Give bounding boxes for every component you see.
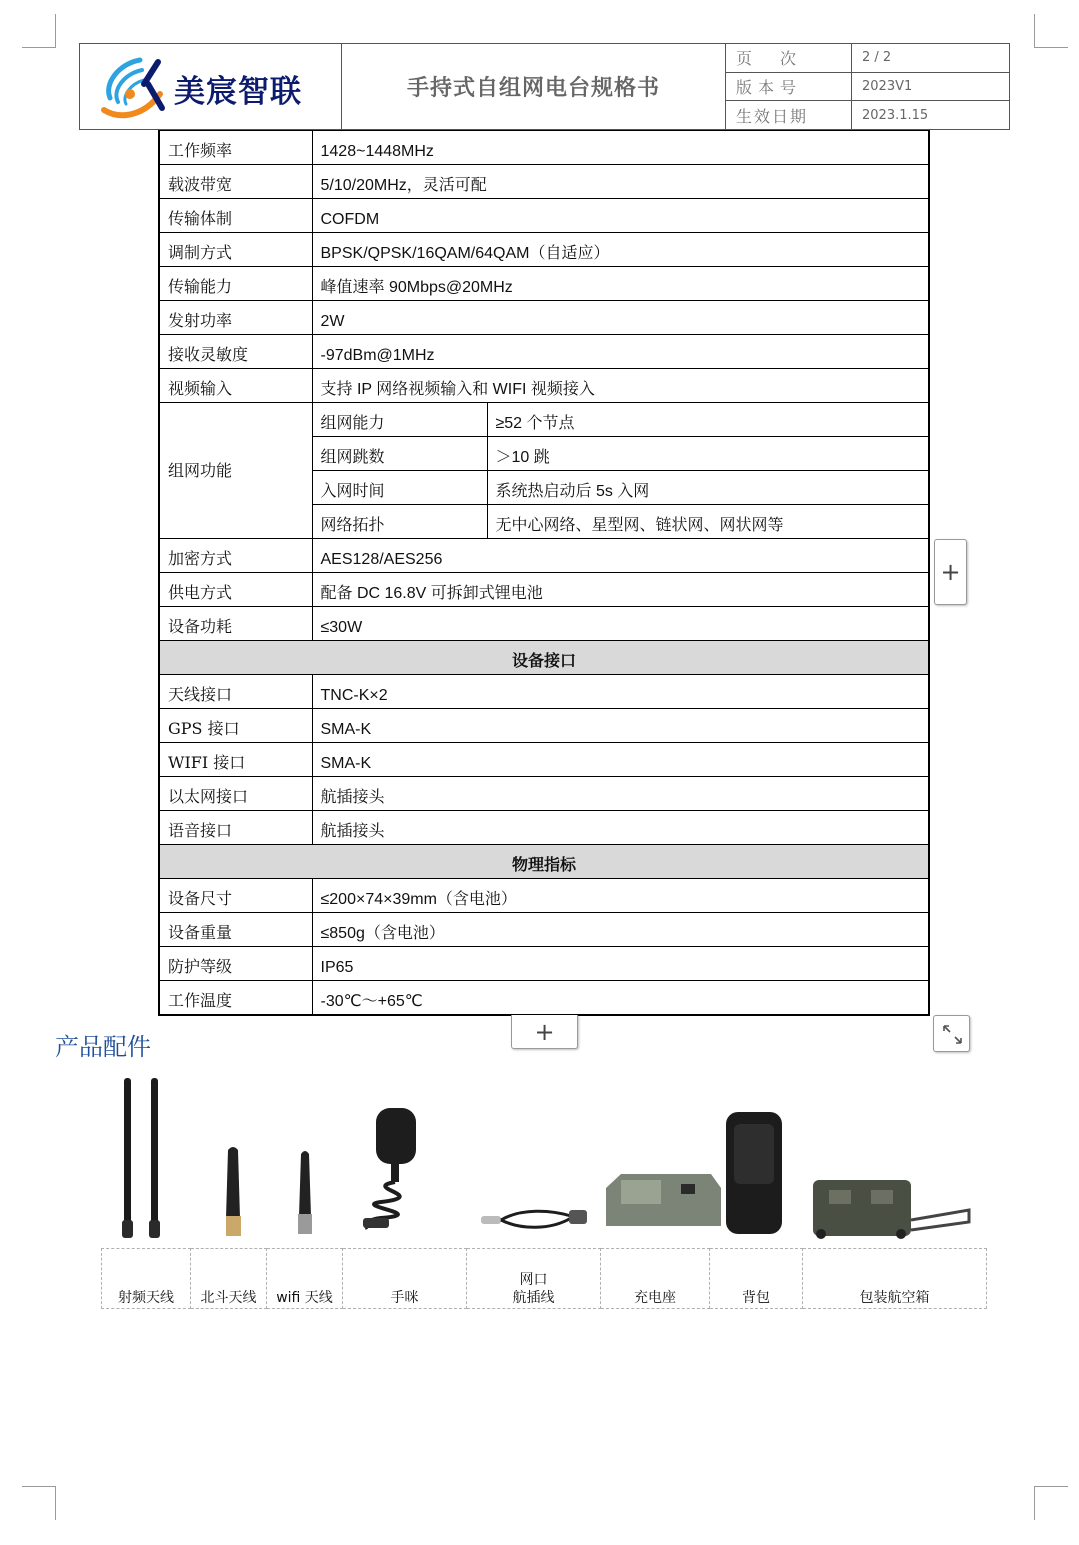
- accessory-label: 北斗天线: [200, 1290, 257, 1306]
- spec-value: ≤850g（含电池）: [312, 913, 929, 947]
- spec-value: ≤30W: [312, 607, 929, 641]
- meta-row-page: [726, 44, 1009, 73]
- accessory-label: 射频天线: [118, 1290, 174, 1306]
- table-row: [159, 709, 929, 743]
- wifi-antenna-image: [298, 1151, 312, 1234]
- document-header: [79, 43, 1010, 130]
- accessory-cell: [803, 1249, 987, 1309]
- spec-value: 航插接头: [312, 811, 929, 845]
- table-row: [159, 301, 929, 335]
- spec-value: COFDM: [312, 199, 929, 233]
- handheld-mic-image: [363, 1108, 416, 1228]
- spec-value: 系统热启动后 5s 入网: [487, 471, 929, 505]
- table-row: [159, 165, 929, 199]
- spec-key: 设备尺寸: [159, 879, 312, 913]
- table-row: [159, 131, 929, 165]
- accessory-label: 手咪: [390, 1290, 419, 1306]
- expand-table-button[interactable]: [933, 1015, 970, 1052]
- table-row: [159, 743, 929, 777]
- meta-row-version: [726, 73, 1009, 102]
- spec-key: 载波带宽: [159, 165, 312, 199]
- spec-value: 航插接头: [312, 777, 929, 811]
- spec-key: 调制方式: [159, 233, 312, 267]
- logo-cell: [80, 44, 342, 129]
- spec-key: 工作温度: [159, 981, 312, 1015]
- spec-value: 无中心网络、星型网、链状网、网状网等: [487, 505, 929, 539]
- spec-value: SMA-K: [312, 743, 929, 777]
- rf-antenna-image: [122, 1078, 160, 1238]
- spec-subkey: 组网跳数: [312, 437, 487, 471]
- spec-key: 防护等级: [159, 947, 312, 981]
- table-row: [159, 777, 929, 811]
- spec-subkey: 组网能力: [312, 403, 487, 437]
- spec-value: IP65: [312, 947, 929, 981]
- table-row: [159, 335, 929, 369]
- section-header: 物理指标: [159, 845, 929, 879]
- spec-value: ≥52 个节点: [487, 403, 929, 437]
- spec-value: -30℃～+65℃: [312, 981, 929, 1015]
- expand-icon: [934, 1016, 971, 1053]
- crop-mark: [1034, 1486, 1068, 1487]
- spec-key: 供电方式: [159, 573, 312, 607]
- accessory-label: 航插线: [512, 1290, 555, 1306]
- spec-value: -97dBm@1MHz: [312, 335, 929, 369]
- accessory-cell: [467, 1249, 601, 1309]
- accessory-label: wifi 天线: [276, 1290, 333, 1306]
- spec-key: 传输体制: [159, 199, 312, 233]
- table-row: [159, 403, 929, 437]
- meta-value: 2023V1: [862, 79, 913, 94]
- spec-value: BPSK/QPSK/16QAM/64QAM（自适应）: [312, 233, 929, 267]
- spec-value: 5/10/20MHz，灵活可配: [312, 165, 929, 199]
- meta-row-date: [726, 101, 1009, 129]
- table-row: [159, 879, 929, 913]
- spec-key: 视频输入: [159, 369, 312, 403]
- crop-mark: [22, 1486, 56, 1487]
- meta-value: 2023.1.15: [862, 107, 929, 123]
- crop-mark: [1034, 1486, 1035, 1520]
- accessory-label-line1: 网口: [519, 1272, 548, 1288]
- flight-case-image: [813, 1180, 969, 1239]
- spec-value: ＞10 跳: [487, 437, 929, 471]
- accessories-title: 产品配件: [55, 1033, 151, 1061]
- accessory-cell: [102, 1249, 191, 1309]
- spec-value: 峰值速率 90Mbps@20MHz: [312, 267, 929, 301]
- crop-mark: [55, 1486, 56, 1520]
- spec-key: GPS 接口: [159, 709, 312, 743]
- table-row: [159, 199, 929, 233]
- spec-value: TNC-K×2: [312, 675, 929, 709]
- table-row: [102, 1249, 987, 1309]
- meta-key: 生效日期: [726, 101, 852, 129]
- table-row: [159, 811, 929, 845]
- accessories-gallery: [101, 1070, 987, 1245]
- document-title: 手持式自组网电台规格书: [342, 44, 726, 129]
- spec-value: ≤200×74×39mm（含电池）: [312, 879, 929, 913]
- spec-key: WIFI 接口: [159, 743, 312, 777]
- meta-value: 2 / 2: [862, 50, 892, 66]
- table-row: [159, 539, 929, 573]
- accessory-label: 背包: [742, 1290, 770, 1306]
- aviation-cable-image: [481, 1210, 587, 1227]
- document-meta: [726, 44, 1009, 129]
- spec-value: SMA-K: [312, 709, 929, 743]
- beidou-antenna-image: [226, 1147, 241, 1236]
- spec-key: 语音接口: [159, 811, 312, 845]
- crop-mark: [1034, 14, 1035, 48]
- meta-key: 页 次: [726, 44, 852, 72]
- spec-value: 支持 IP 网络视频输入和 WIFI 视频接入: [312, 369, 929, 403]
- accessories-table: [101, 1248, 987, 1309]
- accessory-cell: [343, 1249, 467, 1309]
- add-row-button[interactable]: +: [511, 1015, 578, 1049]
- table-row: [159, 913, 929, 947]
- spec-key: 以太网接口: [159, 777, 312, 811]
- table-row: [159, 947, 929, 981]
- company-name: 美宸智联: [174, 74, 302, 110]
- section-header-row: [159, 641, 929, 675]
- spec-key: 加密方式: [159, 539, 312, 573]
- spec-key: 接收灵敏度: [159, 335, 312, 369]
- spec-key: 组网功能: [159, 403, 312, 539]
- spec-key: 发射功率: [159, 301, 312, 335]
- section-header: 设备接口: [159, 641, 929, 675]
- spec-value: 1428~1448MHz: [312, 131, 929, 165]
- company-logo-icon: [100, 54, 172, 120]
- table-row: [159, 981, 929, 1015]
- crop-mark: [55, 14, 56, 48]
- table-row: [159, 369, 929, 403]
- table-row: [159, 675, 929, 709]
- accessory-cell: [267, 1249, 343, 1309]
- meta-key: 版本号: [726, 73, 852, 101]
- spec-value: 2W: [312, 301, 929, 335]
- table-row: [159, 607, 929, 641]
- add-column-button[interactable]: +: [934, 539, 967, 605]
- accessory-cell: [191, 1249, 267, 1309]
- spec-key: 设备功耗: [159, 607, 312, 641]
- charging-dock-image: [606, 1174, 721, 1226]
- accessory-label: 包装航空箱: [859, 1290, 930, 1306]
- spec-value: AES128/AES256: [312, 539, 929, 573]
- accessory-label: 充电座: [634, 1290, 676, 1306]
- table-row: [159, 573, 929, 607]
- spec-table: [158, 130, 930, 1016]
- spec-key: 设备重量: [159, 913, 312, 947]
- spec-subkey: 网络拓扑: [312, 505, 487, 539]
- spec-subkey: 入网时间: [312, 471, 487, 505]
- crop-mark: [22, 47, 56, 48]
- spec-key: 传输能力: [159, 267, 312, 301]
- accessory-cell: [601, 1249, 710, 1309]
- section-header-row: [159, 845, 929, 879]
- spec-key: 工作频率: [159, 131, 312, 165]
- spec-key: 天线接口: [159, 675, 312, 709]
- table-row: [159, 233, 929, 267]
- crop-mark: [1034, 47, 1068, 48]
- spec-value: 配备 DC 16.8V 可拆卸式锂电池: [312, 573, 929, 607]
- table-row: [159, 267, 929, 301]
- accessory-cell: [710, 1249, 803, 1309]
- backpack-image: [726, 1112, 782, 1234]
